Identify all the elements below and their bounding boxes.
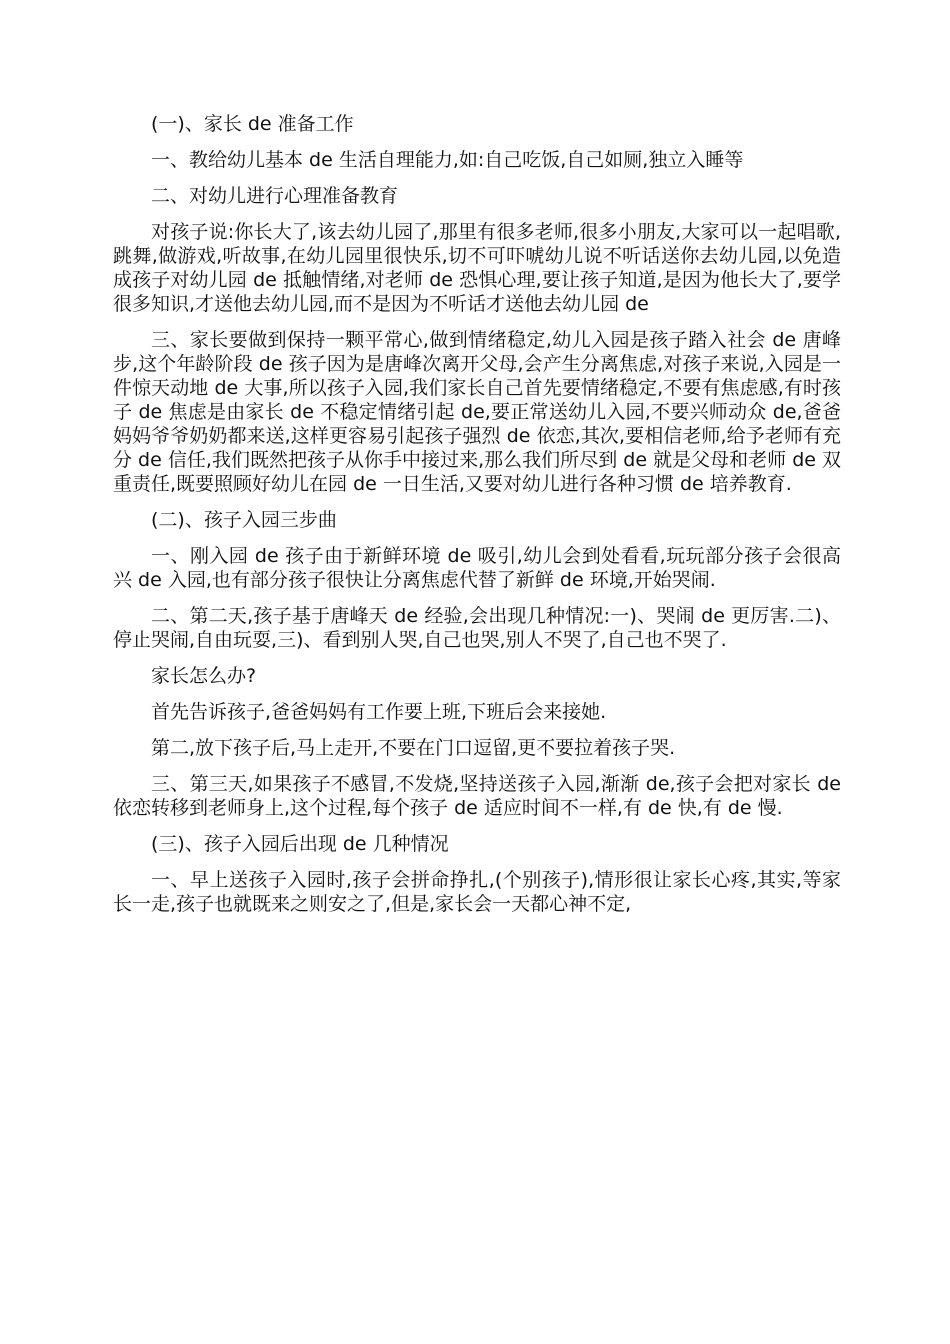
heading-parent-preparation: (一)、家长 de 准备工作 [151, 113, 354, 135]
paragraph-third-day: 三、第三天,如果孩子不感冒,不发烧,坚持送孩子入园,渐渐 de,孩子会把对家长 de 依恋转移到老师身上,这个过程,每个孩子 de 适应时间不一样,有 de 快,有 de 慢. [113, 773, 841, 819]
paragraph-psych-prep: 二、对幼儿进行心理准备教育 [151, 185, 399, 207]
paragraph-talk-to-child: 对孩子说:你长大了,该去幼儿园了,那里有很多老师,很多小朋友,大家可以一起唱歌,跳舞,做游戏,听故事,在幼儿园里很快乐,切不可吓唬幼儿说不听话送你去幼儿园,以免造成孩子对幼儿园 de 抵触情绪,对老师 de 恐惧心理,要让孩子知道,是因为他长大了,要学很多知识,才送他去幼儿园,而不是因为不听话才送他去幼儿园 de [113, 221, 841, 315]
document-body [113, 112, 841, 928]
paragraph-what-to-do: 家长怎么办? [151, 665, 257, 687]
paragraph-first-day: 一、刚入园 de 孩子由于新鲜环境 de 吸引,幼儿会到处看看,玩玩部分孩子会很高兴 de 入园,也有部分孩子很快让分离焦虑代替了新鲜 de 环境,开始哭闹. [113, 545, 841, 591]
paragraph-leave-quickly: 第二,放下孩子后,马上走开,不要在门口逗留,更不要拉着孩子哭. [151, 737, 676, 759]
paragraph-tell-child: 首先告诉孩子,爸爸妈妈有工作要上班,下班后会来接她. [151, 701, 607, 723]
paragraph-calm-parent: 三、家长要做到保持一颗平常心,做到情绪稳定,幼儿入园是孩子踏入社会 de 唐峰步,这个年龄阶段 de 孩子因为是唐峰次离开父母,会产生分离焦虑,对孩子来说,入园是一件惊天动地 de 大事,所以孩子入园,我们家长自己首先要情绪稳定,不要有焦虑感,有时孩子 de 焦虑是由家长 de 不稳定情绪引起 de,要正常送幼儿入园,不要兴师动众 de,爸爸妈妈爷爷奶奶都来送,这样更容易引起孩子强烈 de 依恋,其次,要相信老师,给予老师有充分 de 信任,我们既然把孩子从你手中接过来,那么我们所尽到 de 就是父母和老师 de 双重责任,既要照顾好幼儿在园 de 一日生活,又要对幼儿进行各种习惯 de 培养教育. [113, 329, 841, 495]
heading-situations: (三)、孩子入园后出现 de 几种情况 [151, 833, 449, 855]
paragraph-self-care: 一、教给幼儿基本 de 生活自理能力,如:自己吃饭,自己如厕,独立入睡等 [151, 149, 744, 171]
paragraph-second-day: 二、第二天,孩子基于唐峰天 de 经验,会出现几种情况:一)、哭闹 de 更厉害.二)、停止哭闹,自由玩耍,三)、看到别人哭,自己也哭,别人不哭了,自己也不哭了. [113, 605, 841, 651]
paragraph-morning-dropoff: 一、早上送孩子入园时,孩子会拼命挣扎,(个别孩子),情形很让家长心疼,其实,等家长一走,孩子也就既来之则安之了,但是,家长会一天都心神不定, [113, 869, 841, 915]
heading-three-steps: (二)、孩子入园三步曲 [151, 509, 337, 531]
